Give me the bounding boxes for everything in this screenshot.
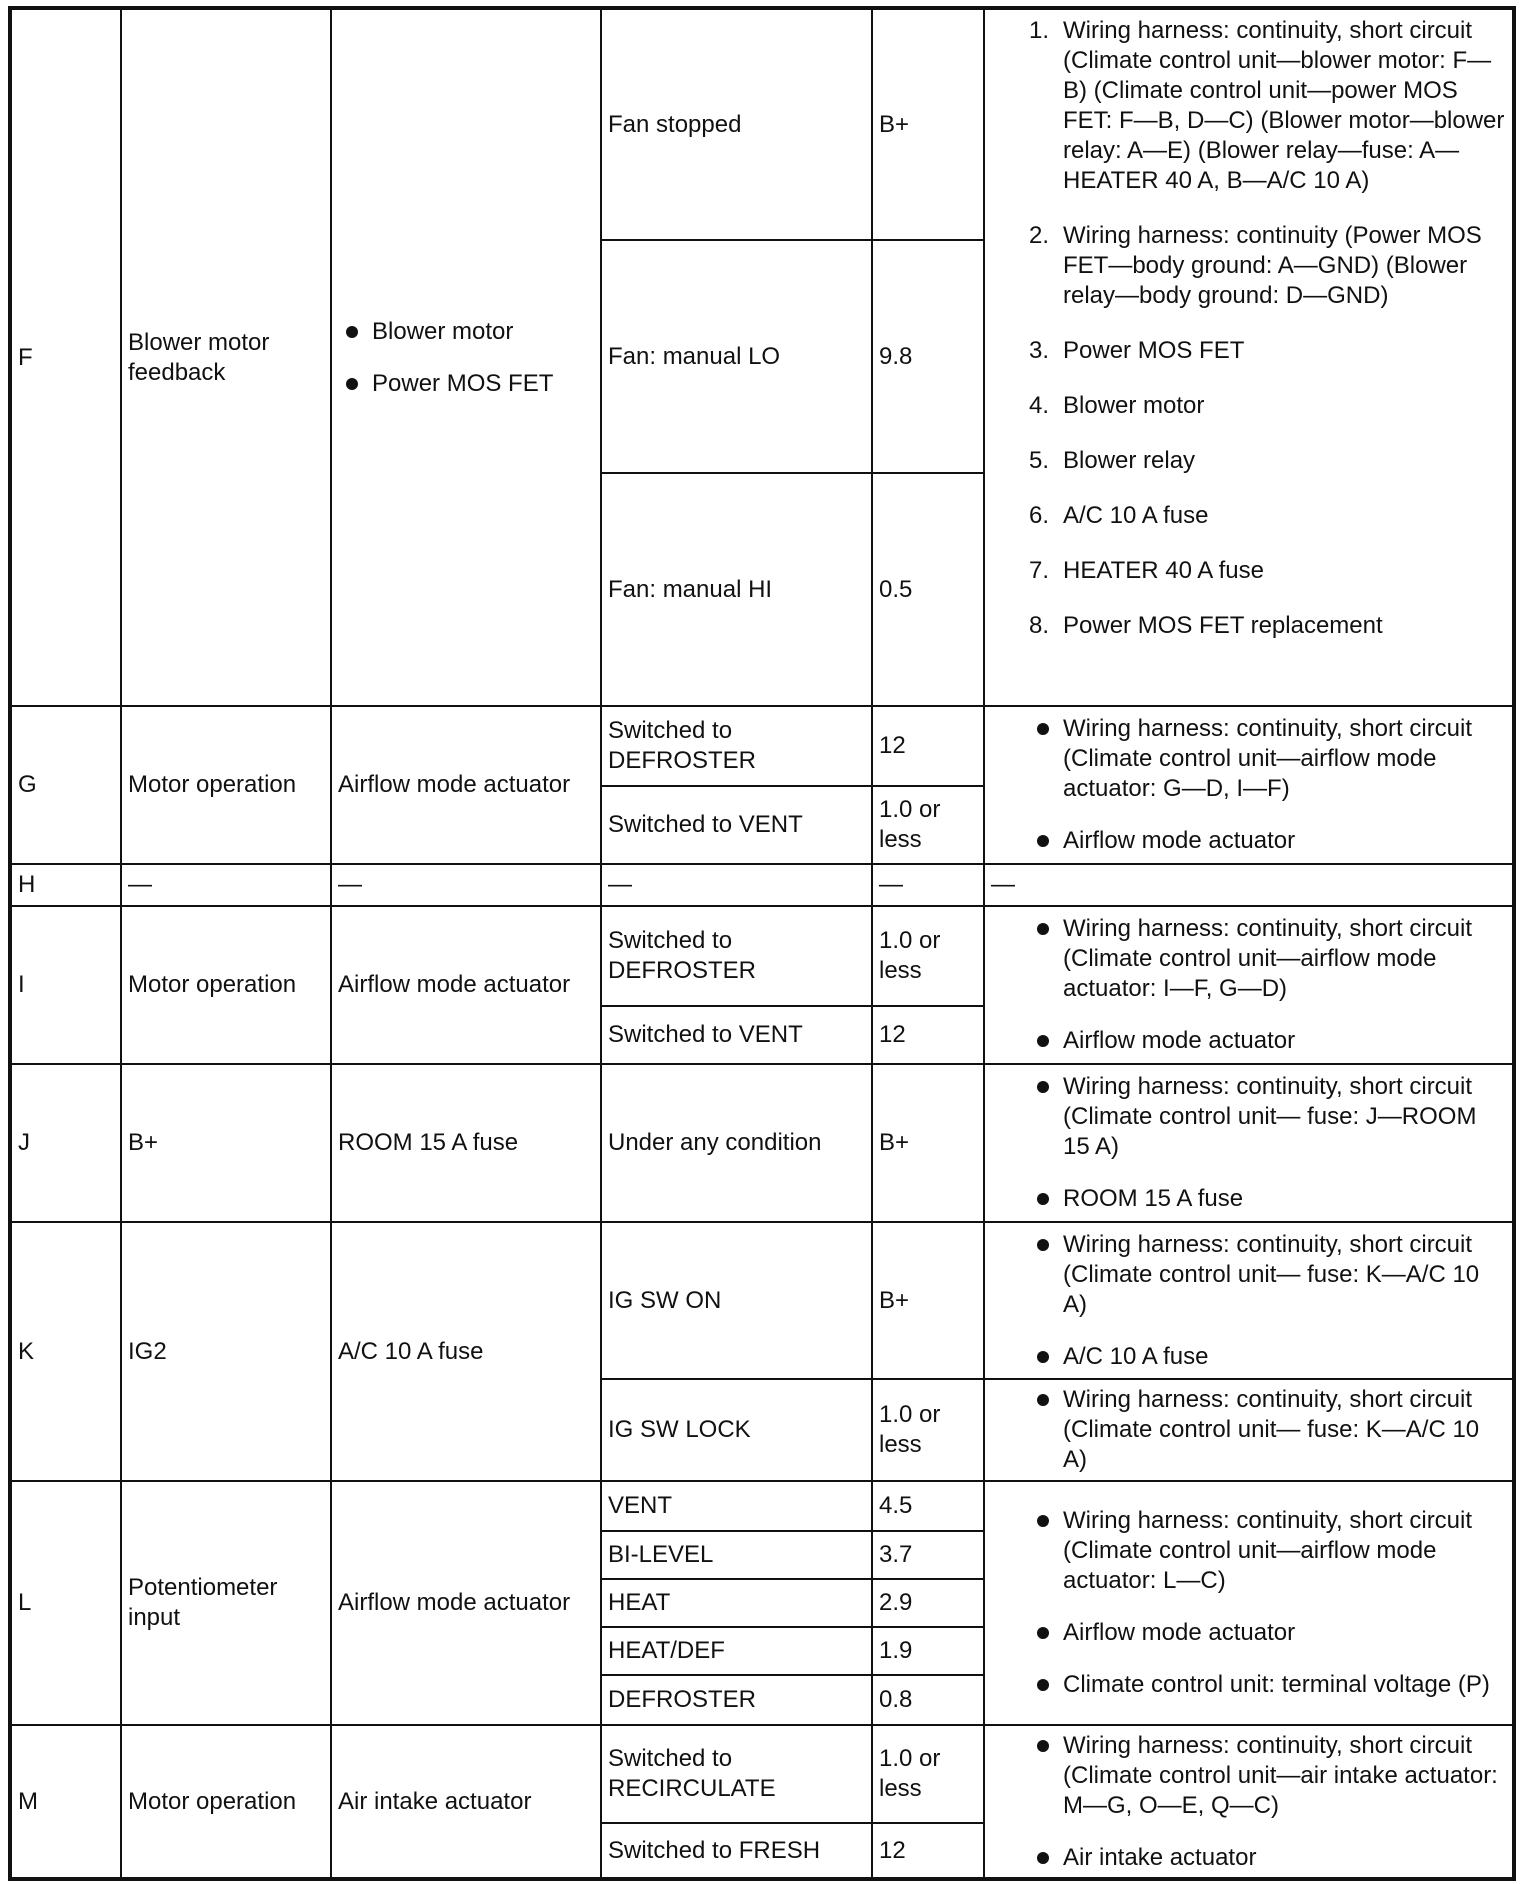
action-cell: [984, 706, 1514, 864]
signal-cell: IG2: [121, 1222, 331, 1481]
list-item: Wiring harness: continuity, short circuit (Climate control unit—air intake actuator: M—G, O—E, Q—C): [1029, 1731, 1506, 1821]
table-row-i: [10, 906, 1514, 1006]
connected-to-cell: [331, 8, 601, 706]
list-item: Wiring harness: continuity, short circuit (Climate control unit—airflow mode actuator: L—C): [1029, 1506, 1506, 1596]
action-cell: [984, 906, 1514, 1064]
value-cell: 3.7: [872, 1531, 984, 1579]
list-item: ROOM 15 A fuse: [1029, 1184, 1506, 1214]
list-item: Power MOS FET: [338, 369, 594, 399]
value-cell: 1.0 or less: [872, 1379, 984, 1481]
item-number: 5.: [1029, 447, 1050, 474]
list-item: [1029, 446, 1506, 476]
item-text: Blower motor: [1063, 392, 1205, 419]
item-number: 7.: [1029, 557, 1050, 584]
action-cell: [984, 1379, 1514, 1481]
signal-cell: Motor operation: [121, 706, 331, 864]
list-item: Wiring harness: continuity, short circuit (Climate control unit— fuse: K—A/C 10 A): [1029, 1230, 1506, 1320]
item-number: 4.: [1029, 392, 1050, 419]
table-row-k: [10, 1222, 1514, 1379]
value-cell: 0.5: [872, 473, 984, 706]
item-number: 2.: [1029, 222, 1050, 249]
value-cell: 0.8: [872, 1675, 984, 1725]
list-item: A/C 10 A fuse: [1029, 1342, 1506, 1372]
condition-cell: Switched to VENT: [601, 786, 872, 864]
value-cell: 2.9: [872, 1579, 984, 1627]
condition-cell: Switched to VENT: [601, 1006, 872, 1064]
action-cell: [984, 8, 1514, 706]
condition-cell: VENT: [601, 1481, 872, 1531]
list-item: Air intake actuator: [1029, 1843, 1506, 1873]
value-cell: B+: [872, 8, 984, 240]
connected-to-cell: Airflow mode actuator: [331, 706, 601, 864]
list-item: [1029, 16, 1506, 196]
value-cell: 9.8: [872, 240, 984, 473]
terminal-cell: J: [10, 1064, 121, 1222]
table-row-g: [10, 706, 1514, 786]
condition-cell: BI-LEVEL: [601, 1531, 872, 1579]
list-item: Wiring harness: continuity, short circuit (Climate control unit—airflow mode actuator: G—D, I—F): [1029, 714, 1506, 804]
table-row-h: [10, 864, 1514, 906]
table-row-m: [10, 1725, 1514, 1823]
value-cell: 12: [872, 1823, 984, 1879]
action-cell: [984, 1222, 1514, 1379]
condition-cell: Fan: manual LO: [601, 240, 872, 473]
item-number: 1.: [1029, 17, 1050, 44]
table-row-l: [10, 1481, 1514, 1531]
condition-cell: HEAT: [601, 1579, 872, 1627]
list-item: [1029, 611, 1506, 641]
action-cell: [984, 1725, 1514, 1879]
list-item: Wiring harness: continuity, short circuit (Climate control unit— fuse: J—ROOM 15 A): [1029, 1072, 1506, 1162]
condition-cell: IG SW LOCK: [601, 1379, 872, 1481]
connected-to-cell: —: [331, 864, 601, 906]
table-row-f: [10, 8, 1514, 240]
terminal-cell: L: [10, 1481, 121, 1725]
item-text: A/C 10 A fuse: [1063, 502, 1209, 529]
item-text: Power MOS FET: [1063, 337, 1245, 364]
terminal-inspection-table: [8, 6, 1516, 1881]
value-cell: 1.0 or less: [872, 906, 984, 1006]
terminal-cell: H: [10, 864, 121, 906]
value-cell: 4.5: [872, 1481, 984, 1531]
condition-cell: IG SW ON: [601, 1222, 872, 1379]
list-item: [1029, 391, 1506, 421]
list-item: [1029, 556, 1506, 586]
value-cell: 12: [872, 1006, 984, 1064]
item-text: Wiring harness: continuity (Power MOS FET—body ground: A—GND) (Blower relay—body ground: D—GND): [1063, 222, 1482, 309]
list-item: Airflow mode actuator: [1029, 1618, 1506, 1648]
list-item: [1029, 501, 1506, 531]
value-cell: B+: [872, 1222, 984, 1379]
value-cell: 12: [872, 706, 984, 786]
list-item: [1029, 336, 1506, 366]
item-number: 3.: [1029, 337, 1050, 364]
condition-cell: Fan: manual HI: [601, 473, 872, 706]
terminal-cell: K: [10, 1222, 121, 1481]
connected-to-cell: Airflow mode actuator: [331, 1481, 601, 1725]
list-item: Wiring harness: continuity, short circuit (Climate control unit— fuse: K—A/C 10 A): [1029, 1385, 1506, 1475]
list-item: Blower motor: [338, 317, 594, 347]
action-cell: [984, 1481, 1514, 1725]
condition-cell: DEFROSTER: [601, 1675, 872, 1725]
list-item: Climate control unit: terminal voltage (P): [1029, 1670, 1506, 1700]
value-cell: —: [872, 864, 984, 906]
condition-cell: Under any condition: [601, 1064, 872, 1222]
inspection-table-sheet: [8, 6, 1512, 1882]
signal-cell: —: [121, 864, 331, 906]
value-cell: 1.0 or less: [872, 1725, 984, 1823]
action-cell: [984, 1064, 1514, 1222]
condition-cell: Fan stopped: [601, 8, 872, 240]
value-cell: 1.9: [872, 1627, 984, 1675]
list-item: Wiring harness: continuity, short circuit (Climate control unit—airflow mode actuator: I—F, G—D): [1029, 914, 1506, 1004]
connected-to-cell: Air intake actuator: [331, 1725, 601, 1879]
item-number: 8.: [1029, 612, 1050, 639]
list-item: [1029, 221, 1506, 311]
signal-cell: Potentiometer input: [121, 1481, 331, 1725]
value-cell: B+: [872, 1064, 984, 1222]
terminal-cell: I: [10, 906, 121, 1064]
condition-cell: —: [601, 864, 872, 906]
signal-cell: Motor operation: [121, 906, 331, 1064]
condition-cell: Switched to RECIRCULATE: [601, 1725, 872, 1823]
signal-cell: Blower motor feedback: [121, 8, 331, 706]
item-text: HEATER 40 A fuse: [1063, 557, 1264, 584]
item-text: Power MOS FET replacement: [1063, 612, 1383, 639]
terminal-cell: G: [10, 706, 121, 864]
connected-to-cell: ROOM 15 A fuse: [331, 1064, 601, 1222]
signal-cell: B+: [121, 1064, 331, 1222]
connected-to-cell: A/C 10 A fuse: [331, 1222, 601, 1481]
list-item: Airflow mode actuator: [1029, 1026, 1506, 1056]
list-item: Airflow mode actuator: [1029, 826, 1506, 856]
condition-cell: Switched to DEFROSTER: [601, 706, 872, 786]
condition-cell: Switched to FRESH: [601, 1823, 872, 1879]
value-cell: 1.0 or less: [872, 786, 984, 864]
item-number: 6.: [1029, 502, 1050, 529]
connected-to-cell: Airflow mode actuator: [331, 906, 601, 1064]
terminal-cell: F: [10, 8, 121, 706]
action-cell: —: [984, 864, 1514, 906]
condition-cell: Switched to DEFROSTER: [601, 906, 872, 1006]
item-text: Blower relay: [1063, 447, 1196, 474]
terminal-cell: M: [10, 1725, 121, 1879]
condition-cell: HEAT/DEF: [601, 1627, 872, 1675]
table-row-j: [10, 1064, 1514, 1222]
signal-cell: Motor operation: [121, 1725, 331, 1879]
item-text: Wiring harness: continuity, short circuit (Climate control unit—blower motor: F—B) (Climate control unit—power MOS FET: F—B, D—C) (Blower motor—blower relay: A—E) (Blower relay—fuse: A—HEATER 40 A, B—A/C 10 A): [1063, 17, 1505, 194]
